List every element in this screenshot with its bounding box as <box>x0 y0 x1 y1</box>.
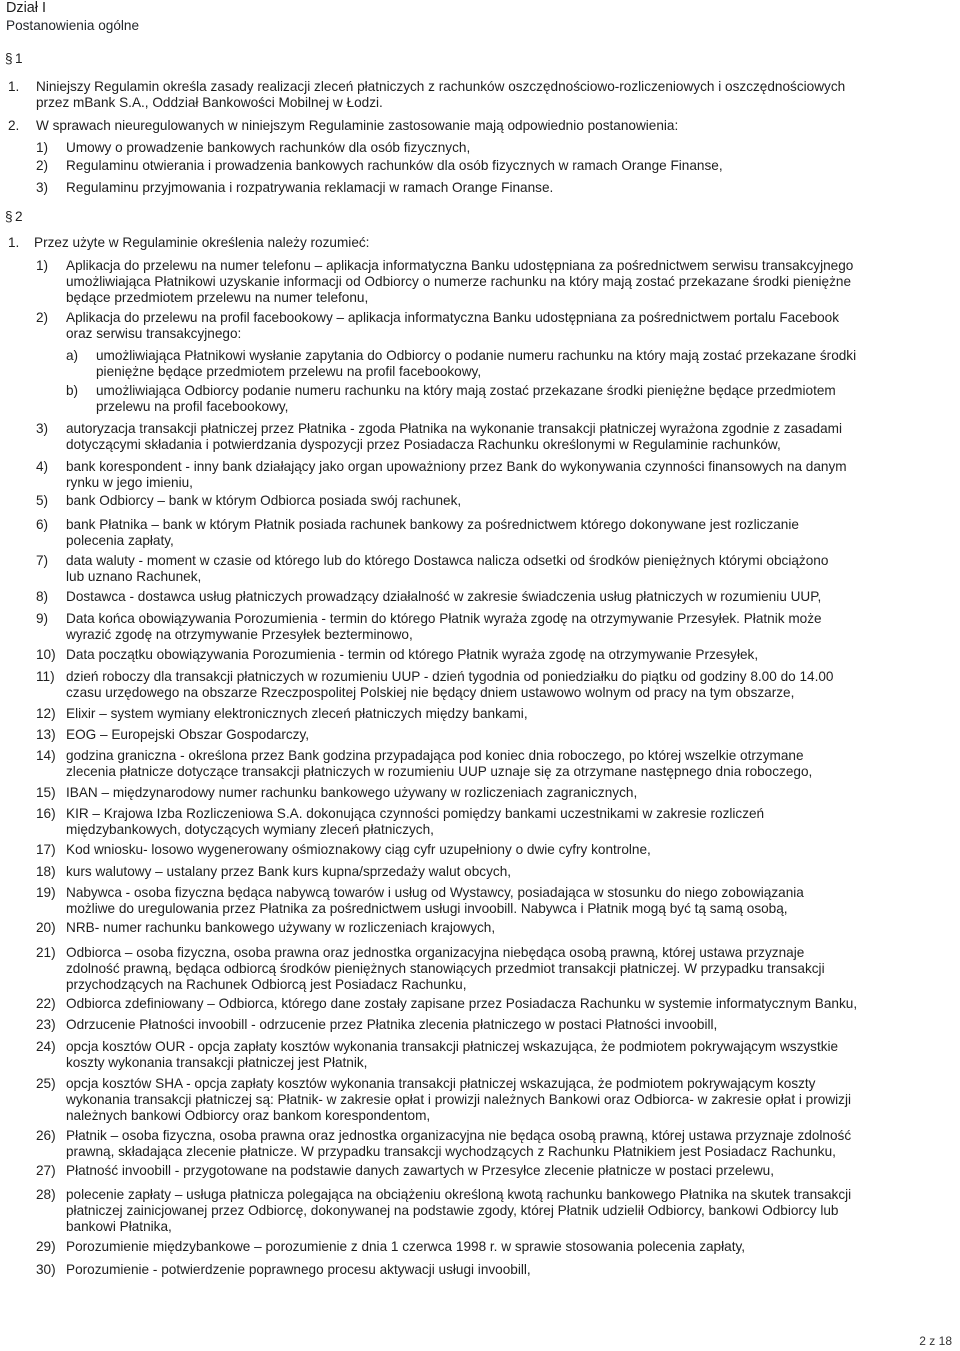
paragraph-sign: § <box>5 51 13 66</box>
item-text-line: Dostawca - dostawca usług płatniczych prowadzący działalność w zakresie świadczenia usług płatniczych w rozumieniu UUP, <box>66 589 822 604</box>
item-text-line: rynku w jego imieniu, <box>66 475 193 490</box>
chapter-title: Postanowienia ogólne <box>6 18 140 33</box>
item-text-line: lub uznano Rachunek, <box>66 569 202 584</box>
item-text-line: zlecenia płatnicze dotyczące transakcji płatniczych w rozumieniu UUP uznaje się za otrzymane następnego dnia roboczego, <box>66 764 813 779</box>
item-text-line: przez mBank S.A., Oddział Bankowości Mobilnej w Łodzi. <box>36 95 383 110</box>
item-text-line: należnych bankowi Odbiorcy oraz bankom korespondentom, <box>66 1108 431 1123</box>
item-number: 16) <box>36 806 56 821</box>
item-number: 7) <box>36 553 49 568</box>
item-text-line: pieniężne będące przedmiotem przelewu na profil facebookowy, <box>96 364 482 379</box>
item-number: 2) <box>36 158 49 173</box>
item-text-line: KIR – Krajowa Izba Rozliczeniowa S.A. dokonująca czynności pomiędzy bankami uczestnikami w zakresie rozliczeń <box>66 806 765 821</box>
item-text-line: Data końca obowiązywania Porozumienia - termin do którego Płatnik wyraża zgodę na otrzymywanie Przesyłek. Płatnik może <box>66 611 822 626</box>
item-text-line: Aplikacja do przelewu na numer telefonu – aplikacja informatyczna Banku udostępniana za pośrednictwem serwisu transakcyjnego <box>66 258 854 273</box>
item-text-line: międzybankowych, dotyczących wymiany zleceń płatniczych, <box>66 822 434 837</box>
item-number: 2) <box>36 310 49 325</box>
item-text-line: będące przedmiotem przelewu na numer telefonu, <box>66 290 369 305</box>
item-text-line: bank korespondent - inny bank działający jako organ upoważniony przez Bank do wykonywania czynności finansowych na danym <box>66 459 847 474</box>
item-text-line: oraz serwisu transakcyjnego: <box>66 326 242 341</box>
item-text-line: opcja kosztów OUR - opcja zapłaty kosztów wykonania transakcji płatniczej wskazująca, że podmiotem pokrywającym wszystkie <box>66 1039 839 1054</box>
item-text-line: Odbiorca zdefiniowany – Odbiorca, którego dane zostały zapisane przez Posiadacza Rachunku w systemie informatycznym Banku, <box>66 996 858 1011</box>
item-text-line: umożliwiająca Płatnikowi wysłanie zapytania do Odbiorcy o podanie numeru rachunku na który mają zostać przekazane środki <box>96 348 857 363</box>
item-text-line: zdolność prawną, będąca odbiorcą środków pieniężnych stanowiących przedmiot transakcji płatniczej. W przypadku transakcji <box>66 961 825 976</box>
item-number: 18) <box>36 864 56 879</box>
item-number: 10) <box>36 647 56 662</box>
item-text-line: bank Odbiorcy – bank w którym Odbiorca posiada swój rachunek, <box>66 493 462 508</box>
item-text-line: Kod wniosku- losowo wygenerowany ośmioznakowy ciąg cyfr uzupełniony o dwie cyfry kontrolne, <box>66 842 651 857</box>
item-text-line: IBAN – międzynarodowy numer rachunku bankowego używany w rozliczeniach zagranicznych, <box>66 785 638 800</box>
item-text-line: wyrazić zgodę na otrzymywanie Przesyłek bezterminowo, <box>66 627 413 642</box>
item-number: 4) <box>36 459 49 474</box>
item-number: 20) <box>36 920 56 935</box>
item-text-line: Regulaminu przyjmowania i rozpatrywania reklamacji w ramach Orange Finanse. <box>66 180 554 195</box>
item-number: 2. <box>8 118 20 133</box>
item-number: 22) <box>36 996 56 1011</box>
paragraph-sign: § <box>5 209 13 224</box>
section-number: 1 <box>15 51 23 66</box>
item-text-line: Regulaminu otwierania i prowadzenia bankowych rachunków dla osób fizycznych w ramach Orange Finanse, <box>66 158 723 173</box>
item-number: 27) <box>36 1163 56 1178</box>
item-number: 1. <box>8 79 20 94</box>
item-text-line: bankowi Płatnika, <box>66 1219 172 1234</box>
item-text-line: Porozumienie międzybankowe – porozumienie z dnia 1 czerwca 1998 r. w sprawie stosowania polecenia zapłaty, <box>66 1239 746 1254</box>
item-text-line: Umowy o prowadzenie bankowych rachunków dla osób fizycznych, <box>66 140 471 155</box>
definitions-intro-text: Przez użyte w Regulaminie określenia należy rozumieć: <box>34 235 370 250</box>
item-text-line: autoryzacja transakcji płatniczej przez Płatnika - zgoda Płatnika na wykonanie transakcji płatniczej wyrażona zgodnie z zasadami <box>66 421 842 436</box>
item-number: 1. <box>8 235 20 250</box>
item-text-line: kurs walutowy – ustalany przez Bank kurs kupna/sprzedaży walut obcych, <box>66 864 512 879</box>
item-number: 14) <box>36 748 56 763</box>
item-number: 25) <box>36 1076 56 1091</box>
chapter-heading: Dział I <box>6 0 46 16</box>
item-number: 9) <box>36 611 49 626</box>
item-number: 19) <box>36 885 56 900</box>
item-number: 13) <box>36 727 56 742</box>
item-text-line: dzień roboczy dla transakcji płatniczych w rozumieniu UUP - dzień tygodnia od poniedziałku do piątku od godziny 8.00 do 14.00 <box>66 669 834 684</box>
item-text-line: polecenia zapłaty, <box>66 533 174 548</box>
item-text-line: Odrzucenie Płatności invoobill - odrzucenie przez Płatnika zlecenia płatniczego w postaci Płatności invoobill, <box>66 1017 718 1032</box>
item-number: 21) <box>36 945 56 960</box>
item-number: 8) <box>36 589 49 604</box>
item-text-line: W sprawach nieuregulowanych w niniejszym Regulaminie zastosowanie mają odpowiednio postanowienia: <box>36 118 679 133</box>
item-number: 3) <box>36 180 49 195</box>
item-number: 12) <box>36 706 56 721</box>
item-text-line: Porozumienie - potwierdzenie poprawnego procesu aktywacji usługi invoobill, <box>66 1262 531 1277</box>
item-text-line: Niniejszy Regulamin określa zasady realizacji zleceń płatniczych z rachunków oszczędnościowo-rozliczeniowych i oszczędnościowych <box>36 79 846 94</box>
item-text-line: płatniczej zainicjowanej przez Odbiorcę, dokonywanej na podstawie zgody, której Płatnik udzielił Odbiorcy, bankowi Odbiorcy lub <box>66 1203 839 1218</box>
item-text-line: Płatność invoobill - przygotowane na podstawie danych zawartych w Przesyłce zlecenie płatnicze w postaci przelewu, <box>66 1163 774 1178</box>
item-number: 17) <box>36 842 56 857</box>
item-text-line: bank Płatnika – bank w którym Płatnik posiada rachunek bankowy za pośrednictwem którego dokonywane jest rozliczanie <box>66 517 799 532</box>
item-text-line: przychodzących na Rachunek Odbiorcą jest Posiadacz Rachunku, <box>66 977 467 992</box>
item-text-line: możliwe do uregulowania przez Płatnika za pośrednictwem usługi invoobill. Nabywca i Płatnik mogą być tą samą osobą, <box>66 901 788 916</box>
item-text-line: dotyczącymi składania i potwierdzania dyspozycji przez Posiadacza Rachunku określonymi w Regulaminie rachunków, <box>66 437 781 452</box>
item-number: b) <box>66 383 79 398</box>
item-text-line: godzina graniczna - określona przez Bank godzina przypadająca pod koniec dnia roboczego, po której wszelkie otrzymane <box>66 748 804 763</box>
item-text-line: umożliwiająca Płatnikowi uzyskanie informacji od Odbiorcy o numerze rachunku na który mają zostać przekazane środki pieniężne <box>66 274 852 289</box>
item-text-line: Aplikacja do przelewu na profil facebookowy – aplikacja informatyczna Banku udostępniana za pośrednictwem portalu Facebook <box>66 310 840 325</box>
item-number: 11) <box>36 669 55 684</box>
item-text-line: Płatnik – osoba fizyczna, osoba prawna oraz jednostka organizacyjna nie będąca osobą prawną, której ustawa przyznaje zdolność <box>66 1128 852 1143</box>
item-text-line: wykonania transakcji płatniczej są: Płatnik- w zakresie opłat i prowizji należnych Bankowi oraz Odbiorca- w zakresie opłat i prowizji <box>66 1092 851 1107</box>
item-number: 24) <box>36 1039 56 1054</box>
item-text-line: koszty wykonania transakcji płatniczej jest Płatnik, <box>66 1055 368 1070</box>
item-number: 23) <box>36 1017 56 1032</box>
item-number: 1) <box>36 140 49 155</box>
item-text-line: Nabywca - osoba fizyczna będąca nabywcą towarów i usług od Wystawcy, posiadająca w stosunku do niego zobowiązania <box>66 885 804 900</box>
item-text-line: data waluty - moment w czasie od którego lub do którego Dostawca nalicza odsetki od środków pieniężnych którymi obciążono <box>66 553 829 568</box>
section-number: 2 <box>15 209 23 224</box>
item-number: 3) <box>36 421 49 436</box>
item-number: a) <box>66 348 79 363</box>
item-text-line: Odbiorca – osoba fizyczna, osoba prawna oraz jednostka organizacyjna niebędąca osobą prawną, której ustawa przyznaje <box>66 945 805 960</box>
item-number: 15) <box>36 785 56 800</box>
item-number: 1) <box>36 258 49 273</box>
item-text-line: przelewu na profil facebookowy, <box>96 399 289 414</box>
item-text-line: Data początku obowiązywania Porozumienia - termin od którego Płatnik wyraża zgodę na otrzymywanie Przesyłek, <box>66 647 759 662</box>
item-text-line: umożliwiająca Odbiorcy podanie numeru rachunku na który mają zostać przekazane środki pieniężne będące przedmiotem <box>96 383 836 398</box>
item-number: 26) <box>36 1128 56 1143</box>
item-number: 30) <box>36 1262 56 1277</box>
item-text-line: EOG – Europejski Obszar Gospodarczy, <box>66 727 310 742</box>
item-number: 29) <box>36 1239 56 1254</box>
item-text-line: Elixir – system wymiany elektronicznych zleceń płatniczych między bankami, <box>66 706 528 721</box>
page-number: 2 z 18 <box>919 1334 952 1348</box>
item-text-line: polecenie zapłaty – usługa płatnicza polegająca na obciążeniu określoną kwotą rachunku bankowego Płatnika na skutek transakcji <box>66 1187 852 1202</box>
item-number: 28) <box>36 1187 56 1202</box>
item-text-line: czasu urzędowego na obszarze Rzeczpospolitej Polskiej nie będący dniem ustawowo wolnym od pracy na tym obszarze, <box>66 685 795 700</box>
item-text-line: opcja kosztów SHA - opcja zapłaty kosztów wykonania transakcji płatniczej wskazująca, że podmiotem pokrywającym koszty <box>66 1076 816 1091</box>
item-text-line: prawną, składająca zlecenie płatnicze. W przypadku transakcji wychodzących z Rachunku Płatnikiem jest Posiadacz Rachunku, <box>66 1144 836 1159</box>
item-number: 5) <box>36 493 49 508</box>
item-text-line: NRB- numer rachunku bankowego używany w rozliczeniach krajowych, <box>66 920 496 935</box>
item-number: 6) <box>36 517 49 532</box>
